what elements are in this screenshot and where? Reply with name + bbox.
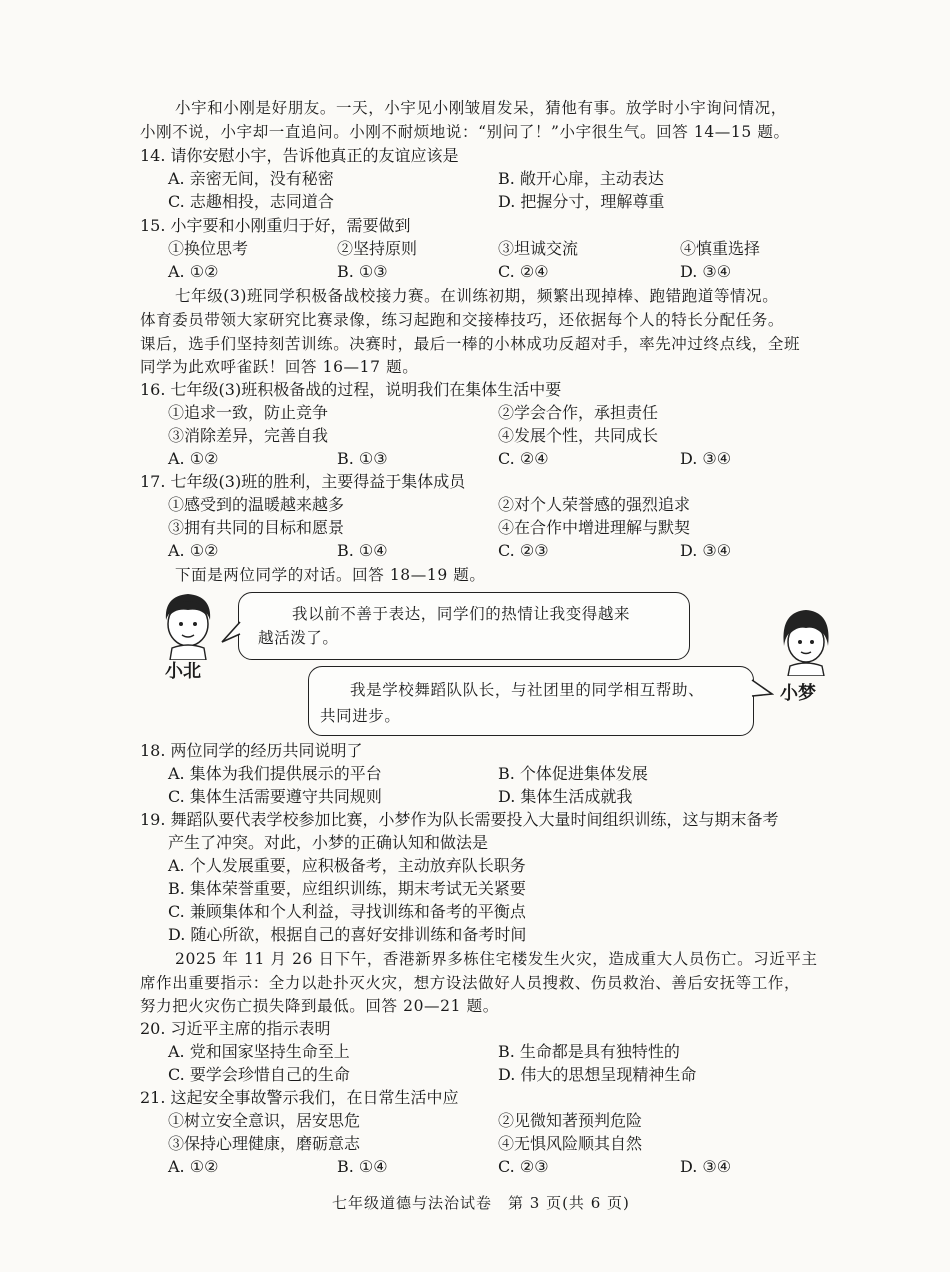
q15-option-b: B. ①③	[337, 262, 388, 281]
q15-option-a: A. ①②	[168, 262, 219, 281]
q14-option-a: A. 亲密无间，没有秘密	[168, 169, 334, 188]
passage2-line4: 同学为此欢呼雀跃！回答 16—17 题。	[140, 358, 419, 376]
q16-option-c: C. ②④	[498, 449, 549, 468]
q21-item-3: ③保持心理健康，磨砺意志	[168, 1134, 361, 1153]
xiaobei-speech-line1: 我以前不善于表达，同学们的热情让我变得越来	[292, 605, 631, 623]
xiaomeng-bubble-tail	[750, 676, 774, 702]
q15-item-1: ①换位思考	[168, 239, 249, 258]
q17-item-1: ①感受到的温暖越来越多	[168, 495, 345, 514]
page-footer: 七年级道德与法治试卷 第 3 页(共 6 页)	[332, 1194, 630, 1212]
q16-option-d: D. ③④	[680, 449, 732, 468]
q20-option-a: A. 党和国家坚持生命至上	[168, 1042, 350, 1061]
q16-item-4: ④发展个性，共同成长	[498, 426, 659, 445]
passage1-line1: 小宇和小刚是好朋友。一天，小宇见小刚皱眉发呆，猜他有事。放学时小宇询问情况，	[175, 99, 787, 117]
q20-stem: 20. 习近平主席的指示表明	[140, 1019, 331, 1038]
q21-stem: 21. 这起安全事故警示我们，在日常生活中应	[140, 1088, 459, 1107]
passage3-line3: 努力把火灾伤亡损失降到最低。回答 20—21 题。	[140, 997, 499, 1015]
q18-option-b: B. 个体促进集体发展	[498, 764, 648, 783]
q16-stem: 16. 七年级(3)班积极备战的过程，说明我们在集体生活中要	[140, 380, 562, 399]
passage3-line2: 席作出重要指示：全力以赴扑灭火灾，想方设法做好人员搜救、伤员救治、善后安抚等工作，	[140, 974, 801, 992]
q16-item-3: ③消除差异，完善自我	[168, 426, 329, 445]
xiaomeng-illustration	[776, 606, 836, 676]
q20-option-b: B. 生命都是具有独特性的	[498, 1042, 680, 1061]
xiaomeng-speech-line1: 我是学校舞蹈队队长，与社团里的同学相互帮助、	[350, 681, 705, 699]
xiaobei-speech-bubble	[238, 592, 690, 660]
passage2-line3: 课后，选手们坚持刻苦训练。决赛时，最后一棒的小林成功反超对手，率先冲过终点线，全班	[140, 335, 801, 353]
passage2-line1: 七年级(3)班同学积极备战校接力赛。在训练初期，频繁出现掉棒、跑错跑道等情况。	[175, 287, 779, 305]
q15-item-4: ④慎重选择	[680, 239, 761, 258]
q15-stem: 15. 小宇要和小刚重归于好，需要做到	[140, 216, 411, 235]
q16-item-1: ①追求一致，防止竞争	[168, 403, 329, 422]
q17-item-2: ②对个人荣誉感的强烈追求	[498, 495, 691, 514]
q14-option-b: B. 敞开心扉，主动表达	[498, 169, 664, 188]
q15-option-d: D. ③④	[680, 262, 732, 281]
q16-option-b: B. ①③	[337, 449, 388, 468]
xiaobei-illustration	[158, 590, 218, 660]
xiaobei-bubble-tail	[220, 620, 242, 646]
passage3-line1: 2025 年 11 月 26 日下午，香港新界多栋住宅楼发生火灾，造成重大人员伤亡。习近平主	[175, 950, 818, 968]
q19-option-b: B. 集体荣誉重要，应组织训练，期末考试无关紧要	[168, 879, 526, 898]
q21-item-1: ①树立安全意识，居安思危	[168, 1111, 361, 1130]
q17-option-a: A. ①②	[168, 541, 219, 560]
q17-option-c: C. ②③	[498, 541, 549, 560]
q16-item-2: ②学会合作，承担责任	[498, 403, 659, 422]
q19-option-a: A. 个人发展重要，应积极备考，主动放弃队长职务	[168, 856, 526, 875]
q21-option-b: B. ①④	[337, 1157, 388, 1176]
q15-item-2: ②坚持原则	[337, 239, 418, 258]
q15-option-c: C. ②④	[498, 262, 549, 281]
q18-option-d: D. 集体生活成就我	[498, 787, 633, 806]
q15-item-3: ③坦诚交流	[498, 239, 579, 258]
q21-option-d: D. ③④	[680, 1157, 732, 1176]
q17-item-4: ④在合作中增进理解与默契	[498, 518, 691, 537]
xiaobei-name: 小北	[165, 661, 201, 682]
q14-stem: 14. 请你安慰小宇，告诉他真正的友谊应该是	[140, 146, 459, 165]
passage2-line2: 体育委员带领大家研究比赛录像，练习起跑和交接棒技巧，还依据每个人的特长分配任务。	[140, 311, 785, 329]
q17-option-b: B. ①④	[337, 541, 388, 560]
q14-option-d: D. 把握分寸，理解尊重	[498, 192, 665, 211]
q20-option-d: D. 伟大的思想呈现精神生命	[498, 1065, 697, 1084]
q16-option-a: A. ①②	[168, 449, 219, 468]
q21-item-4: ④无惧风险顺其自然	[498, 1134, 643, 1153]
dialogue-intro: 下面是两位同学的对话。回答 18—19 题。	[175, 566, 486, 584]
q21-option-c: C. ②③	[498, 1157, 549, 1176]
q19-option-d: D. 随心所欲，根据自己的喜好安排训练和备考时间	[168, 925, 527, 944]
q18-option-c: C. 集体生活需要遵守共同规则	[168, 787, 382, 806]
q14-option-c: C. 志趣相投，志同道合	[168, 192, 334, 211]
q17-stem: 17. 七年级(3)班的胜利，主要得益于集体成员	[140, 472, 466, 491]
xiaomeng-speech-line2: 共同进步。	[320, 707, 401, 725]
q19-stem-line1: 19. 舞蹈队要代表学校参加比赛，小梦作为队长需要投入大量时间组织训练，这与期末备考	[140, 810, 779, 829]
q19-option-c: C. 兼顾集体和个人利益，寻找训练和备考的平衡点	[168, 902, 526, 921]
xiaobei-speech-line2: 越活泼了。	[258, 629, 339, 647]
q19-stem-line2: 产生了冲突。对此，小梦的正确认知和做法是	[168, 833, 489, 852]
passage1-line2: 小刚不说，小宇却一直追问。小刚不耐烦地说：“别问了！”小宇很生气。回答 14—15 题。	[140, 123, 790, 141]
q17-option-d: D. ③④	[680, 541, 732, 560]
q18-stem: 18. 两位同学的经历共同说明了	[140, 741, 363, 760]
q17-item-3: ③拥有共同的目标和愿景	[168, 518, 345, 537]
xiaomeng-name: 小梦	[780, 683, 816, 704]
q18-option-a: A. 集体为我们提供展示的平台	[168, 764, 382, 783]
q21-option-a: A. ①②	[168, 1157, 219, 1176]
q20-option-c: C. 要学会珍惜自己的生命	[168, 1065, 350, 1084]
q21-item-2: ②见微知著预判危险	[498, 1111, 643, 1130]
